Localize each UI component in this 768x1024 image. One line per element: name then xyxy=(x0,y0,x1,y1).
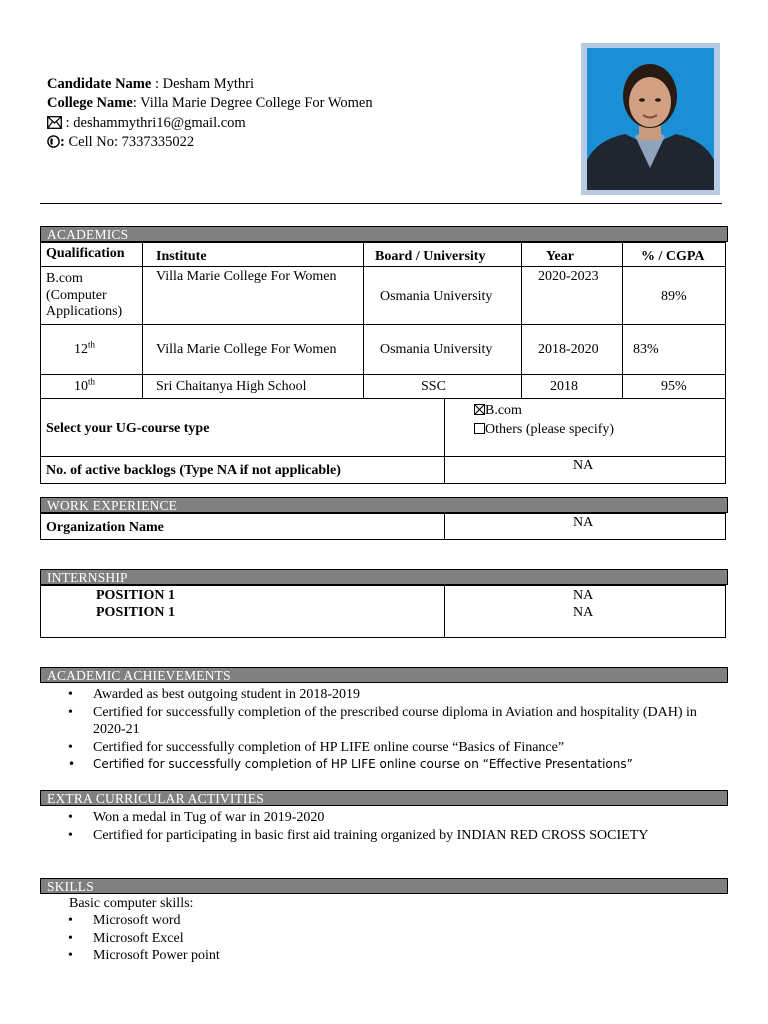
ug-col-divider xyxy=(444,398,445,484)
row3-board: SSC xyxy=(421,379,446,394)
ug-option-others[interactable] xyxy=(474,421,614,438)
row3-qual-suffix: th xyxy=(88,376,96,387)
col-header-qualification: Qualification xyxy=(46,246,125,261)
list-item: • Certified for participating in basic first aid training organized by INDIAN RED CROSS SOCIETY xyxy=(40,827,730,845)
academics-section-header: ACADEMICS xyxy=(40,226,728,242)
row1-qualification: B.com (Computer Applications) xyxy=(46,271,123,319)
list-item: • Microsoft Excel xyxy=(40,930,440,948)
academics-row-rule-2 xyxy=(40,374,726,375)
list-item: • Certified for successfully completion of the prescribed course diploma in Aviation and hospitality (DAH) in 2020-21 xyxy=(40,704,720,739)
candidate-name: Desham Mythri xyxy=(162,76,255,92)
candidate-name-line: Candidate Name : Desham Mythri xyxy=(47,76,255,92)
internship-position-1-label: POSITION 1 xyxy=(96,588,175,603)
internship-position-2-label: POSITION 1 xyxy=(96,605,175,620)
col-header-institute: Institute xyxy=(156,249,207,264)
skills-list xyxy=(40,912,440,965)
backlogs-label: No. of active backlogs (Type NA if not applicable) xyxy=(46,463,341,478)
unchecked-box-icon[interactable] xyxy=(474,423,485,434)
row3-qual-number: 10 xyxy=(74,379,88,394)
academics-header-rule xyxy=(40,266,726,267)
list-item: • Won a medal in Tug of war in 2019-2020 xyxy=(40,809,730,827)
ug-row-rule xyxy=(40,456,726,457)
phone-icon xyxy=(47,135,60,155)
col-header-year: Year xyxy=(546,249,574,264)
row1-score: 89% xyxy=(661,289,687,304)
list-item: • Microsoft word xyxy=(40,912,440,930)
row2-qualification xyxy=(74,341,95,358)
row3-institute: Sri Chaitanya High School xyxy=(156,379,307,394)
row2-qual-suffix: th xyxy=(88,339,96,350)
candidate-photo xyxy=(587,48,714,190)
work-col-divider xyxy=(444,513,445,540)
list-item: • Microsoft Power point xyxy=(40,947,440,965)
candidate-name-label: Candidate Name xyxy=(47,76,152,92)
row3-year: 2018 xyxy=(550,379,578,394)
skills-section-header: SKILLS xyxy=(40,878,728,894)
internship-position-2-value: NA xyxy=(573,605,594,620)
col-header-score: % / CGPA xyxy=(641,249,705,264)
list-item: • Certified for successfully completion of HP LIFE online course “Basics of Finance” xyxy=(40,739,720,757)
email-value: deshammythri16@gmail.com xyxy=(73,115,246,131)
achievements-section-header: ACADEMIC ACHIEVEMENTS xyxy=(40,667,728,683)
list-item: • Awarded as best outgoing student in 2018-2019 xyxy=(40,686,720,704)
internship-section-header: INTERNSHIP xyxy=(40,569,728,585)
phone-value: 7337335022 xyxy=(121,134,195,150)
col-header-board: Board / University xyxy=(375,249,486,264)
row2-institute: Villa Marie College For Women xyxy=(156,342,337,357)
ug-course-label: Select your UG-course type xyxy=(46,421,210,436)
phone-line xyxy=(47,133,194,155)
row2-board: Osmania University xyxy=(380,342,493,357)
ug-option-bcom-label: B.com xyxy=(485,403,522,418)
checked-box-icon[interactable] xyxy=(474,404,485,415)
internship-col-divider xyxy=(444,585,445,638)
phone-separator: : xyxy=(60,134,65,150)
row2-qual-number: 12 xyxy=(74,342,88,357)
college-name-label: College Name xyxy=(47,95,133,111)
backlogs-value: NA xyxy=(573,458,594,473)
ug-option-bcom[interactable] xyxy=(474,402,522,419)
academics-row-rule-1 xyxy=(40,324,726,325)
row3-qualification xyxy=(74,378,95,395)
skills-intro: Basic computer skills: xyxy=(69,896,194,911)
ug-option-others-label: Others (please specify) xyxy=(485,422,615,437)
internship-position-1-value: NA xyxy=(573,588,594,603)
row2-score: 83% xyxy=(633,342,659,357)
row1-institute: Villa Marie College For Women xyxy=(156,269,337,284)
college-name-line: College Name: Villa Marie Degree College For Women xyxy=(47,95,373,111)
work-section-header: WORK EXPERIENCE xyxy=(40,497,728,513)
organization-label: Organization Name xyxy=(46,520,164,535)
organization-value: NA xyxy=(573,515,594,530)
row2-year: 2018-2020 xyxy=(538,342,599,357)
achievements-list xyxy=(40,686,720,774)
college-name: Villa Marie Degree College For Women xyxy=(140,95,373,111)
list-item: • Certified for successfully completion of HP LIFE online course on “Effective Presentations” xyxy=(40,756,720,774)
header-divider xyxy=(40,203,722,204)
email-separator: : xyxy=(65,115,70,131)
row3-score: 95% xyxy=(661,379,687,394)
extra-curricular-section-header: EXTRA CURRICULAR ACTIVITIES xyxy=(40,790,728,806)
row1-board: Osmania University xyxy=(380,289,493,304)
row1-year: 2020-2023 xyxy=(538,269,599,284)
phone-label: Cell No: xyxy=(68,134,119,150)
extra-curricular-list xyxy=(40,809,730,844)
